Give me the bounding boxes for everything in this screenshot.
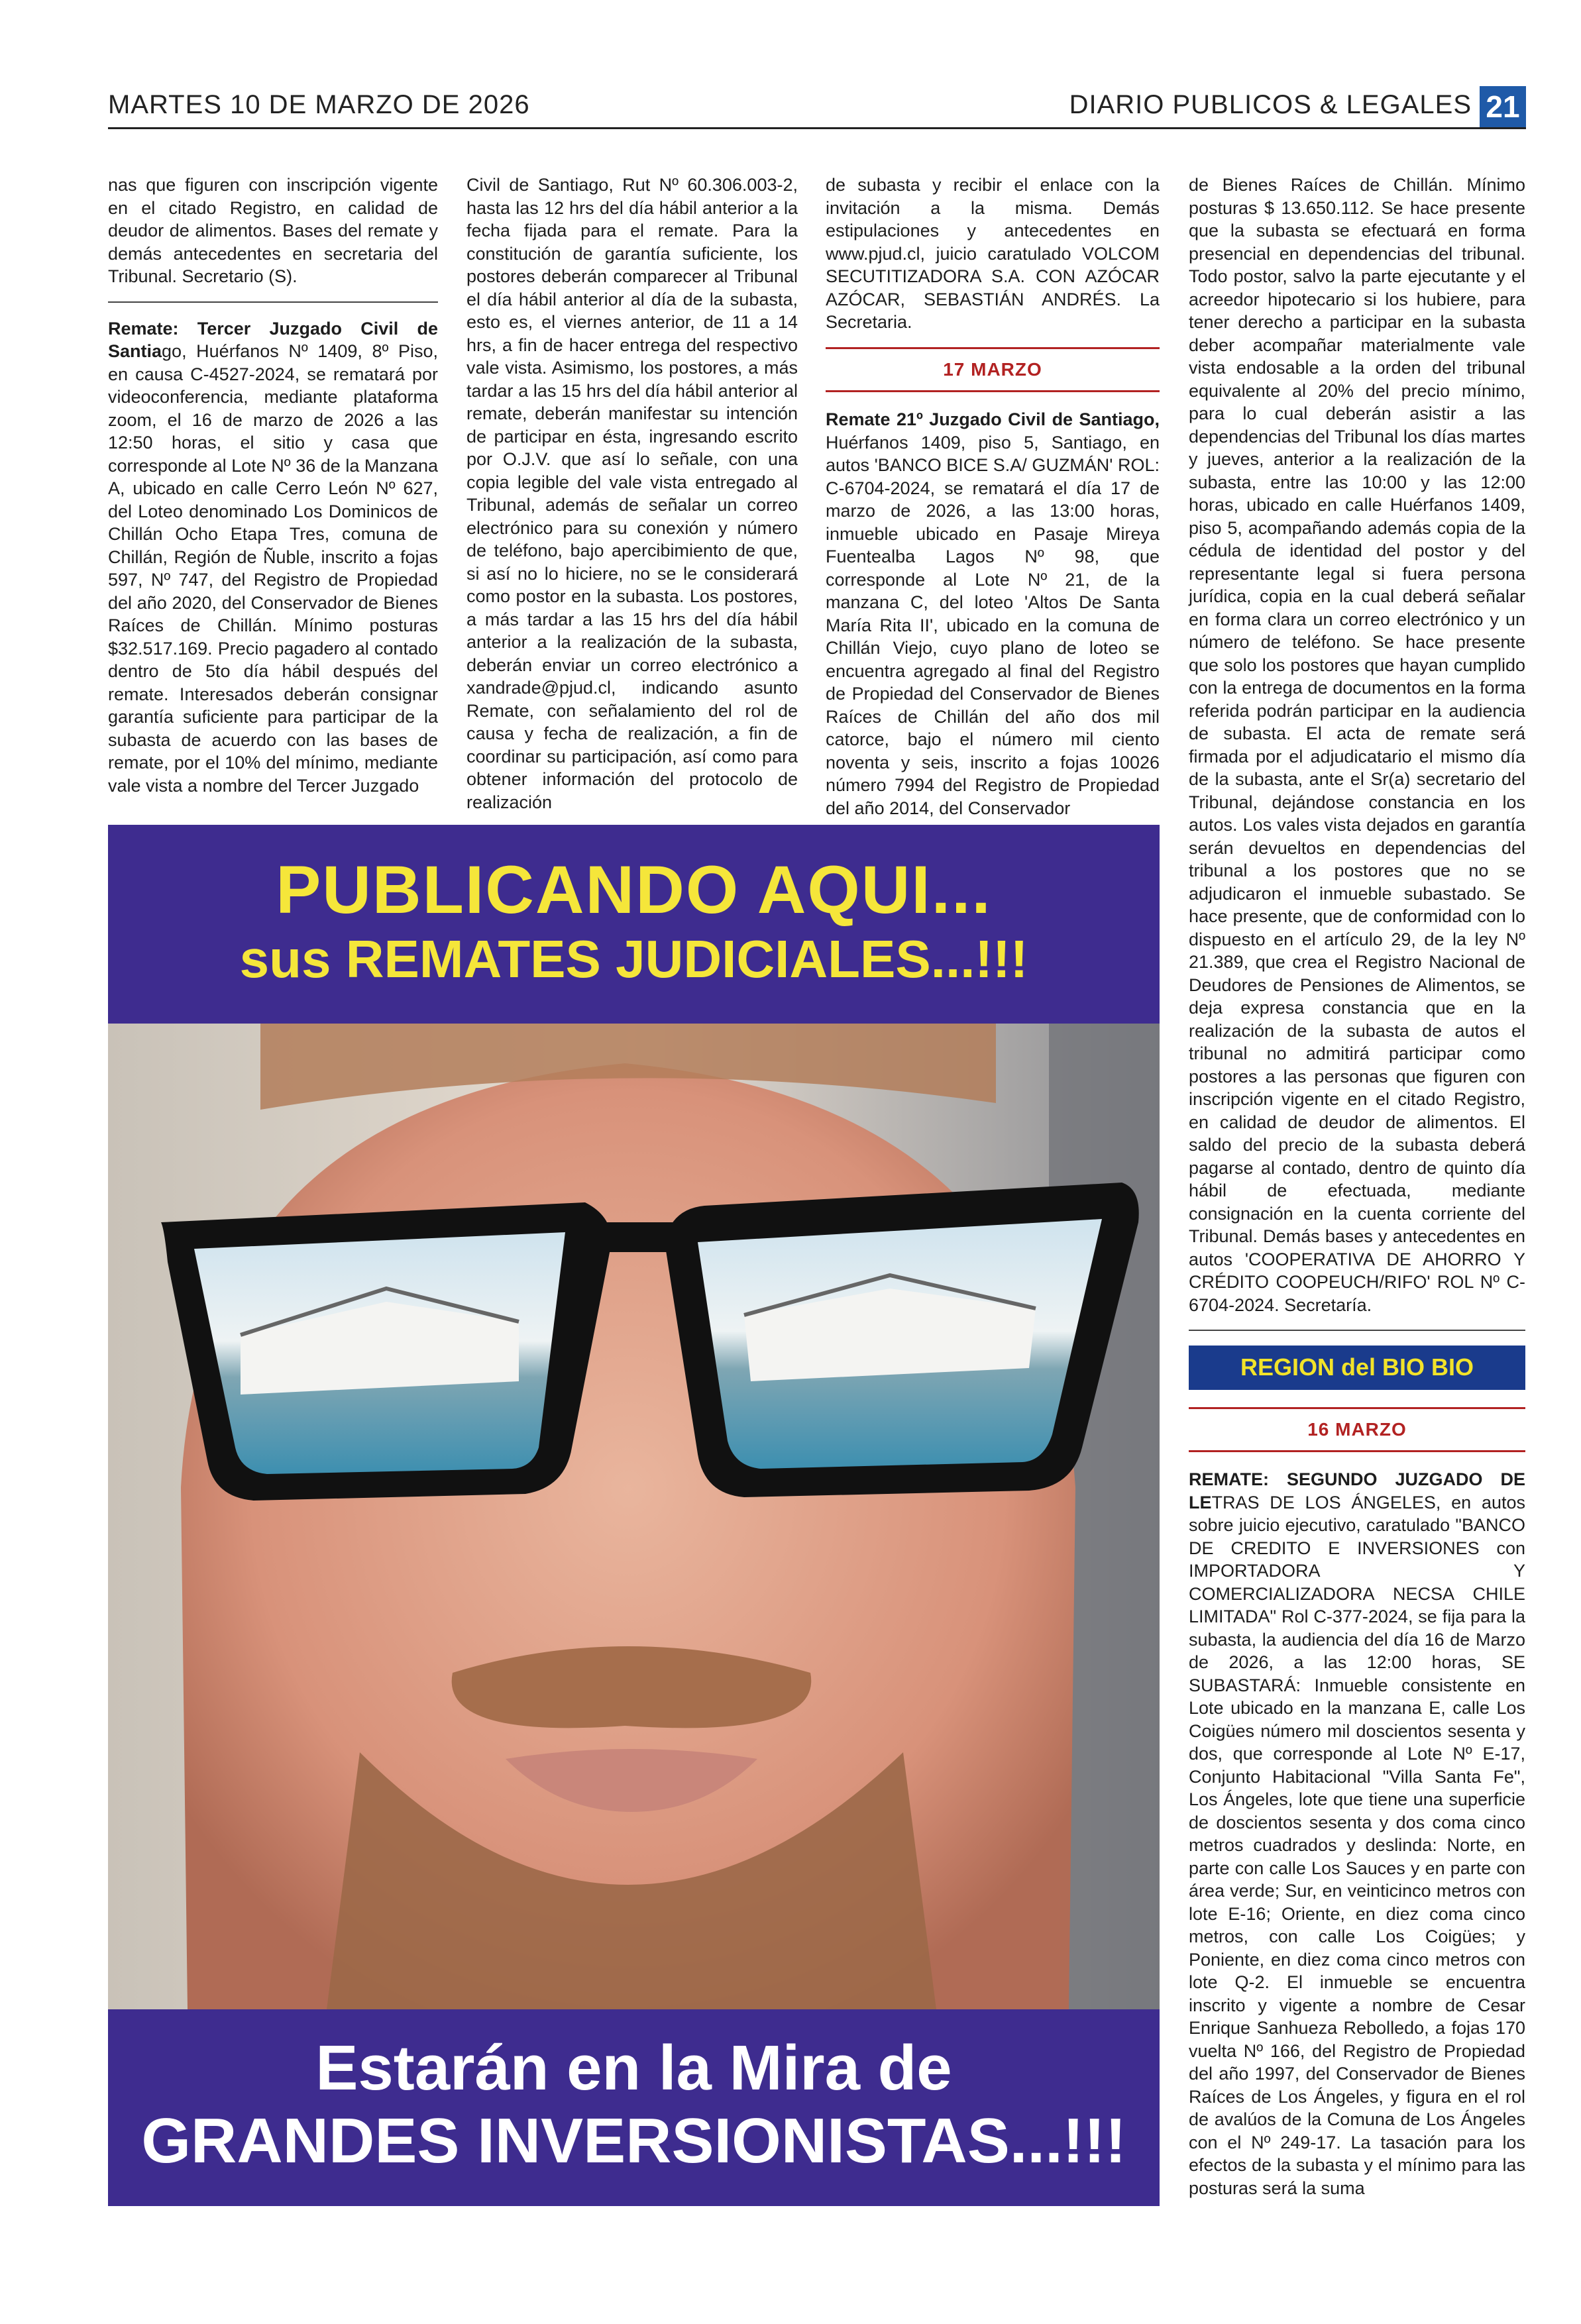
notice-remate-tercer-juzgado (108, 317, 438, 798)
notice-body: go, Huérfanos Nº 1409, 8º Piso, en causa C-4527-2024, se rematará por videoconferencia, mediante plataforma zoom, el 16 de marzo de 2026 a las 12:50 horas, el sitio y casa que corresponde al Lote Nº 36 de la Manzana A, ubicado en calle Cerro León Nº 627, del Loteo denominado Los Dominicos de Chillán Ocho Etapa Tres, comuna de Chillán, Región de Ñuble, inscrito a fojas 597, Nº 747, del Registro de Propiedad del año 2020, del Conservador de Bienes Raíces de Chillán. Mínimo posturas $32.517.169. Precio pagadero al contado dentro de 5to día hábil después del remate. Interesados deberán consignar garantía suficiente para participar de la subasta de acuerdo con las bases de remate, por el 10% del mínimo, mediante vale vista a nombre del Tercer Juzgado (108, 341, 438, 796)
ad-tagline-line-2: GRANDES INVERSIONISTAS...!!! (141, 2105, 1126, 2176)
column-3 (826, 174, 1160, 833)
notice-body: TRAS DE LOS ÁNGELES, en autos sobre juicio ejecutivo, caratulado "BANCO DE CREDITO E INVERSIONES con IMPORTADORA Y COMERCIALIZADORA NECSA CHILE LIMITADA" Rol C-377-2024, se fija para la subasta, la audiencia del día 16 de Marzo de 2026, a las 12:00 horas, SE SUBASTARÁ: Inmueble consistente en Lote ubicado en la manzana E, calle Los Coigües número mil doscientos sesenta y dos, que corresponde al Lote Nº E-17, Conjunto Habitacional "Villa Santa Fe", Los Ángeles, lote que tiene una superficie de doscientos sesenta y dos coma cinco metros cuadrados y deslinda: Norte, en parte con calle Los Sauces y en parte con área verde; Sur, en veinticinco metros con lote E-16; Oriente, en diez coma cinco metros, con calle Los Coigües; y Poniente, en diez coma cinco metros con lote Q-2. El inmueble se encuentra inscrito y vigente a nombre de Cesar Enrique Sanhueza Rebolledo, a fojas 170 vuelta Nº 166, del Registro de Propiedad del año 1997, del Conservador de Bienes Raíces de Los Ángeles, y figura en el rol de avalúos de la Comuna de Los Ángeles con el Nº 249-17. La tasación para los efectos de la subasta y el mínimo para las posturas será la suma (1189, 1492, 1525, 2198)
notice-remate-segundo-juzgado (1189, 1468, 1525, 2199)
page-header (108, 86, 1526, 129)
advertisement (108, 825, 1160, 2206)
page-number: 21 (1480, 86, 1526, 127)
notice-lead: Remate 21º Juzgado Civil de Santiago, (826, 409, 1160, 429)
notice-continuation: de subasta y recibir el enlace con la invitación a la misma. Demás estipulaciones y antecedentes en www.pjud.cl, juicio caratulado VOLCOM SECUTITIZADORA S.A. CON AZÓCAR AZÓCAR, SEBASTIÁN ANDRÉS. La Secretaria. (826, 175, 1160, 332)
notice-continuation: nas que figuren con inscripción vigente en el citado Registro, en calidad de deudor de alimentos. Bases del remate y demás antecedentes en secretaria del Tribunal. Secretario (S). (108, 175, 438, 286)
date-heading-17-marzo: 17 MARZO (826, 347, 1160, 393)
notice-continuation: de Bienes Raíces de Chillán. Mínimo posturas $ 13.650.112. Se hace presente que la subasta se efectuará en forma presencial en dependencias del tribunal. Todo postor, salvo la parte ejecutante y el acreedor hipotecario si los hubiere, para tener derecho a participar en la subasta deber acompañar materialmente vale vista endosable a la orden del tribunal equivalente al 20% del precio mínimo, para lo cual deberán asistir a las dependencias del Tribunal los días martes y jueves, anterior a la realización de la subasta, entre las 10:00 y las 12:00 horas, ubicado en calle Huérfanos 1409, piso 5, acompañando además copia de la cédula de identidad del postor y del representante legal si fuera persona jurídica, copia en la cual deberá señalar en forma clara un correo electrónico y un número de teléfono. Se hace presente que solo los postores que hayan cumplido con la entrega de documentos en la forma referida podrán participar en la audiencia de subasta. El acta de remate será firmada por el adjudicatario el mismo día de la subasta, ante el Sr(a) secretario del Tribunal, dejándose constancia en los autos. Los vales vista dejados en garantía serán devueltos en dependencias del tribunal a los postores que no se adjudicaron el inmueble subastado. Se hace presente, que de conformidad con lo dispuesto en el artículo 29, de la ley Nº 21.389, que crea el Registro Nacional de Deudores de Pensiones de Alimentos, se deja expresa constancia que en la realización de la subasta de autos el tribunal no admitirá participar como postores a las personas que figuren con inscripción vigente en el citado Registro, en calidad de deudor de alimentos. El saldo del precio de la subasta deberá pagarse al contado, dentro de quinto día hábil de efectuada, mediante consignación en la cuenta corriente del Tribunal. Demás bases y antecedentes en autos 'COOPERATIVA DE AHORRO Y CRÉDITO COOPEUCH/RIFO' ROL Nº C-6704-2024. Secretaría. (1189, 175, 1525, 1315)
ad-tagline-line-1: Estarán en la Mira de (315, 2033, 952, 2103)
notice-lead: Remate: Tercer Juzgado Civil de Santia (108, 318, 438, 361)
column-1 (108, 174, 438, 810)
notice-continuation: Civil de Santiago, Rut Nº 60.306.003-2, hasta las 12 hrs del día hábil anterior a la fecha fijada para el remate. Para la constitución de garantía suficiente, los postores deberán comparecer al Tribunal el día hábil anterior al día de la subasta, esto es, el viernes anterior, de 11 a 14 hrs, a fin de hacer entrega del respectivo vale vista. Asimismo, los postores, a más tardar a las 15 hrs del día hábil anterior al remate, deberán manifestar su intención de participar en ésta, ingresando escrito por O.J.V. que así lo señale, con una copia legible del vale vista entregado al Tribunal, además de señalar un correo electrónico para su conexión y número de teléfono, bajo apercibimiento de que, si así no lo hiciere, no se le considerará como postor en la subasta. Los postores, a más tardar a las 15 hrs del día hábil anterior a la realización de la subasta, deberán enviar un correo electrónico a xandrade@pjud.cl, indicando asunto Remate, con señalamiento del rol de causa y fecha de realización, a fin de coordinar su participación, así como para obtener información del protocolo de realización (466, 175, 798, 812)
divider (108, 301, 438, 303)
region-banner: REGION del BIO BIO (1189, 1346, 1525, 1390)
ad-tagline (108, 2009, 1160, 2206)
ad-line-1: PUBLICANDO AQUI... (276, 852, 992, 927)
divider (1189, 1330, 1525, 1331)
column-4 (1189, 174, 1525, 2213)
notice-lead: REMATE: SEGUNDO JUZGADO DE LE (1189, 1469, 1525, 1512)
date-heading-16-marzo: 16 MARZO (1189, 1407, 1525, 1453)
column-2 (466, 174, 798, 827)
man-with-sunglasses-photo (108, 1024, 1160, 2009)
newspaper-name: DIARIO PUBLICOS & LEGALES (1069, 90, 1472, 119)
notice-remate-21-juzgado (826, 408, 1160, 819)
notice-body: Huérfanos 1409, piso 5, Santiago, en autos 'BANCO BICE S.A/ GUZMÁN' ROL: C-6704-2024, se rematará el día 17 de marzo de 2026, a las 13:00 horas, inmueble ubicado en Pasaje Mireya Fuentealba Lagos Nº 98, que corresponde al Lote Nº 21, de la manzana C, del loteo 'Altos De Santa María Rita II', ubicado en la comuna de Chillán Viejo, cuyo plano de loteo se encuentra agregado al final del Registro de Propiedad del Conservador de Bienes Raíces de Chillán del año dos mil catorce, bajo el número mil ciento noventa y seis, inscrito a fojas 10026 número 7994 del Registro de Propiedad del año 2014, del Conservador (826, 432, 1160, 818)
ad-line-2: sus REMATES JUDICIALES...!!! (239, 929, 1028, 988)
ad-headline (108, 825, 1160, 1024)
issue-date: MARTES 10 DE MARZO DE 2026 (108, 90, 530, 119)
